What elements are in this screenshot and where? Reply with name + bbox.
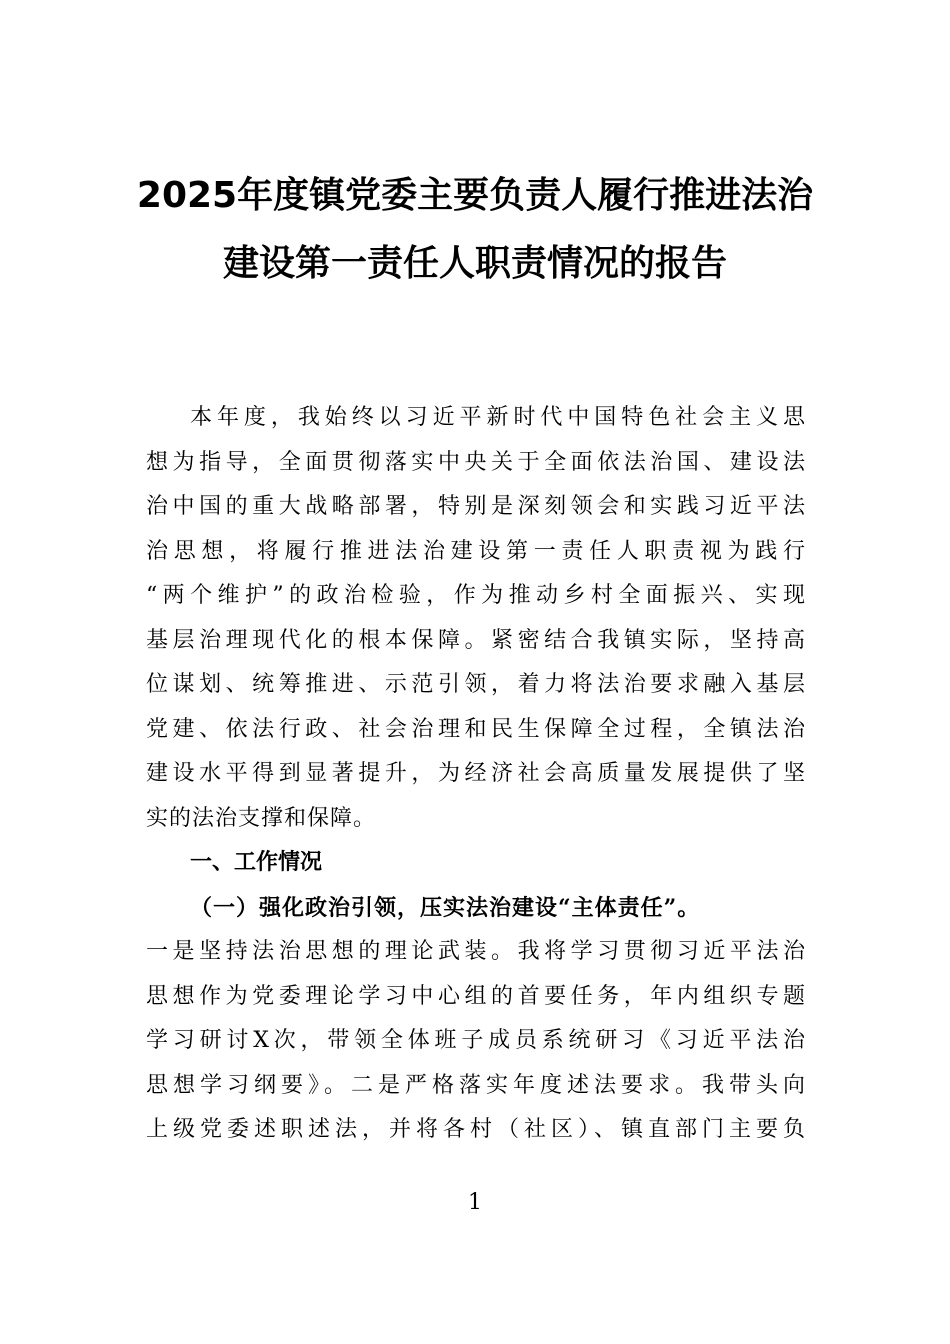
paragraph-line: 基层治理现代化的根本保障。紧密结合我镇实际，坚持高 [146,627,806,653]
paragraph-line: 建设水平得到显著提升，为经济社会高质量发展提供了坚 [146,761,806,786]
paragraph-line: 治思想，将履行推进法治建设第一责任人职责视为践行 [146,538,806,564]
paragraph-line: 实的法治支撑和保障。 [146,805,377,831]
paragraph-line: 党建、依法行政、社会治理和民生保障全过程，全镇法治 [146,716,806,742]
subsection-heading: （一）强化政治引领，压实法治建设“主体责任”。 [190,894,701,921]
page-number: 1 [468,1190,482,1215]
document-title-line-1: 2025年度镇党委主要负责人履行推进法治 [136,175,814,216]
paragraph-line: “两个维护”的政治检验，作为推动乡村全面振兴、实现 [146,583,806,608]
paragraph-line: 治中国的重大战略部署，特别是深刻领会和实践习近平法 [146,494,806,519]
section-heading: 一、工作情况 [190,850,323,875]
paragraph-line: 本年度，我始终以习近平新时代中国特色社会主义思 [190,405,806,430]
document-title-line-2: 建设第一责任人职责情况的报告 [222,243,727,284]
paragraph-line: 一是坚持法治思想的理论武装。我将学习贯彻习近平法治 [146,939,806,964]
paragraph-line: 上级党委述职述法，并将各村（社区）、镇直部门主要负 [146,1117,806,1142]
paragraph-line: 位谋划、统筹推进、示范引领，着力将法治要求融入基层 [146,672,806,697]
document-body [146,396,806,1153]
paragraph-line: 学习研讨X次，带领全体班子成员系统研习《习近平法治 [146,1028,806,1053]
paragraph-line: 思想学习纲要》。二是严格落实年度述法要求。我带头向 [146,1072,806,1098]
paragraph-line: 想为指导，全面贯彻落实中央关于全面依法治国、建设法 [146,449,806,475]
paragraph-line: 思想作为党委理论学习中心组的首要任务，年内组织专题 [146,983,806,1009]
